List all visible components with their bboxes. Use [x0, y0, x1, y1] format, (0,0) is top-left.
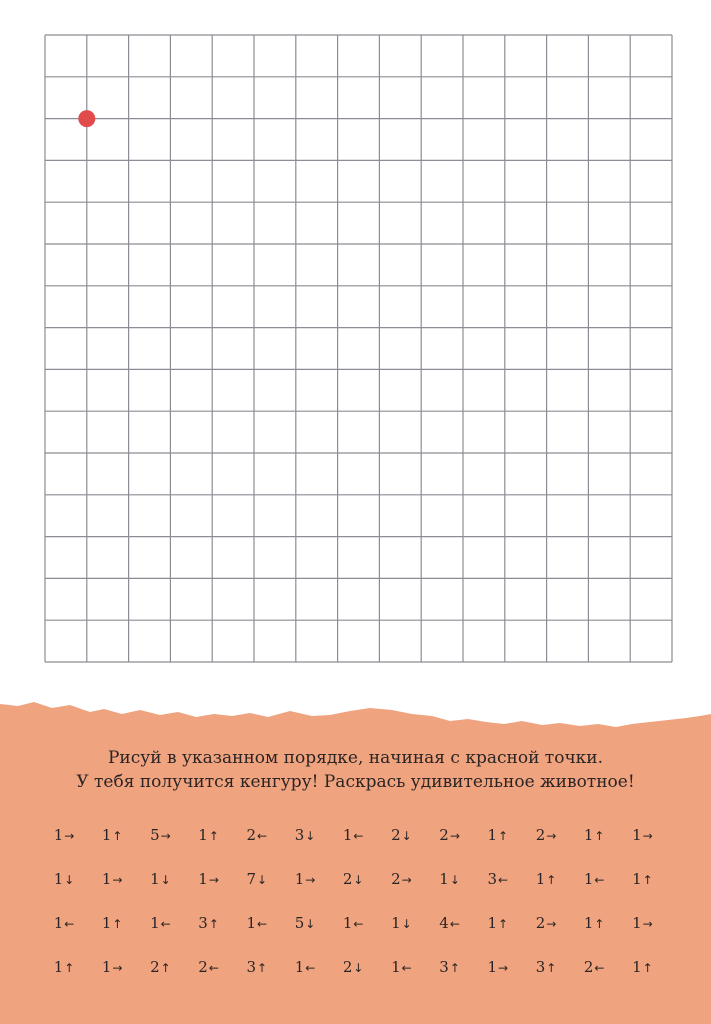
arrow-right-icon: →: [449, 829, 460, 843]
step-instruction: [189, 914, 229, 932]
step-count: 2: [535, 914, 546, 932]
arrow-right-icon: →: [642, 917, 653, 931]
step-instruction: [237, 826, 277, 844]
step-instruction: [381, 870, 421, 888]
arrow-up-icon: ↑: [449, 961, 460, 975]
step-count: 1: [101, 870, 112, 888]
step-instruction: [574, 914, 614, 932]
step-instruction: [189, 958, 229, 976]
step-count: 1: [342, 914, 353, 932]
step-count: 1: [53, 958, 64, 976]
step-count: 3: [246, 958, 257, 976]
arrow-down-icon: ↓: [353, 873, 364, 887]
arrow-left-icon: ←: [257, 829, 268, 843]
step-count: 1: [439, 870, 449, 888]
step-count: 1: [487, 826, 498, 844]
step-count: 5: [150, 826, 160, 844]
step-count: 1: [535, 870, 546, 888]
arrow-right-icon: →: [401, 873, 412, 887]
step-instruction: [140, 914, 180, 932]
arrow-up-icon: ↑: [546, 961, 557, 975]
step-count: 1: [632, 826, 642, 844]
step-instruction: [92, 958, 132, 976]
step-instruction: [285, 958, 325, 976]
step-count: 1: [294, 870, 305, 888]
step-instruction: [333, 914, 373, 932]
step-count: 1: [487, 958, 498, 976]
step-instruction: [333, 870, 373, 888]
step-row: [44, 914, 670, 958]
instructions: [0, 746, 711, 794]
step-instruction: [622, 870, 662, 888]
arrow-left-icon: ←: [208, 961, 219, 975]
step-count: 1: [487, 914, 498, 932]
step-count: 1: [53, 870, 64, 888]
step-instruction: [140, 826, 180, 844]
step-count: 1: [294, 958, 305, 976]
step-instruction: [92, 826, 132, 844]
step-instruction: [478, 914, 518, 932]
step-instruction: [526, 826, 566, 844]
arrow-right-icon: →: [64, 829, 75, 843]
step-count: 3: [294, 826, 305, 844]
step-count: 1: [583, 914, 594, 932]
step-count: 1: [583, 870, 594, 888]
step-count: 1: [53, 826, 64, 844]
step-instruction: [526, 870, 566, 888]
arrow-right-icon: →: [546, 829, 557, 843]
step-count: 3: [198, 914, 208, 932]
step-row: [44, 870, 670, 914]
step-count: 2: [439, 826, 449, 844]
arrow-left-icon: ←: [64, 917, 75, 931]
step-instruction: [526, 958, 566, 976]
step-instruction: [189, 870, 229, 888]
arrow-right-icon: →: [305, 873, 316, 887]
arrow-right-icon: →: [546, 917, 557, 931]
step-count: 1: [246, 914, 257, 932]
step-instruction: [381, 958, 421, 976]
arrow-up-icon: ↑: [498, 829, 509, 843]
step-count: 1: [391, 958, 401, 976]
step-instruction: [430, 958, 470, 976]
arrow-up-icon: ↑: [642, 873, 653, 887]
step-count: 7: [246, 870, 257, 888]
step-count: 1: [101, 826, 112, 844]
arrow-down-icon: ↓: [160, 873, 171, 887]
step-row: [44, 958, 670, 1002]
step-count: 1: [198, 870, 208, 888]
step-instruction: [140, 958, 180, 976]
step-instruction: [622, 958, 662, 976]
step-instruction: [44, 958, 84, 976]
step-instruction: [140, 870, 180, 888]
step-instruction: [526, 914, 566, 932]
step-count: 3: [487, 870, 498, 888]
step-instruction: [622, 914, 662, 932]
step-instruction: [285, 870, 325, 888]
arrow-down-icon: ↓: [401, 829, 412, 843]
step-instruction: [92, 914, 132, 932]
step-instruction: [333, 958, 373, 976]
step-instruction: [430, 914, 470, 932]
step-count: 1: [632, 870, 642, 888]
arrow-left-icon: ←: [353, 829, 364, 843]
arrow-up-icon: ↑: [257, 961, 268, 975]
step-count: 1: [150, 870, 160, 888]
arrow-right-icon: →: [112, 961, 123, 975]
step-instruction: [92, 870, 132, 888]
step-count: 1: [391, 914, 401, 932]
arrow-left-icon: ←: [257, 917, 268, 931]
arrow-left-icon: ←: [401, 961, 412, 975]
step-count: 2: [198, 958, 208, 976]
step-instruction: [478, 958, 518, 976]
step-instruction: [237, 870, 277, 888]
arrow-up-icon: ↑: [112, 829, 123, 843]
step-count: 2: [391, 870, 401, 888]
arrow-left-icon: ←: [449, 917, 460, 931]
step-count: 1: [632, 958, 642, 976]
arrow-left-icon: ←: [353, 917, 364, 931]
arrow-right-icon: →: [160, 829, 171, 843]
arrow-down-icon: ↓: [353, 961, 364, 975]
arrow-right-icon: →: [208, 873, 219, 887]
arrow-down-icon: ↓: [257, 873, 268, 887]
arrow-left-icon: ←: [305, 961, 316, 975]
step-count: 1: [53, 914, 64, 932]
step-count: 2: [342, 958, 353, 976]
arrow-down-icon: ↓: [64, 873, 75, 887]
arrow-up-icon: ↑: [112, 917, 123, 931]
step-instruction: [430, 826, 470, 844]
arrow-left-icon: ←: [594, 961, 605, 975]
arrow-up-icon: ↑: [642, 961, 653, 975]
step-count: 1: [632, 914, 642, 932]
step-count: 3: [535, 958, 546, 976]
arrow-right-icon: →: [112, 873, 123, 887]
step-count: 2: [391, 826, 401, 844]
instruction-line-1: Рисуй в указанном порядке, начиная с красной точки.: [107, 748, 604, 768]
step-instruction: [44, 914, 84, 932]
arrow-up-icon: ↑: [546, 873, 557, 887]
step-instruction: [237, 958, 277, 976]
step-row: [44, 826, 670, 870]
arrow-right-icon: →: [498, 961, 509, 975]
arrow-up-icon: ↑: [160, 961, 171, 975]
arrow-up-icon: ↑: [208, 917, 219, 931]
arrow-up-icon: ↑: [208, 829, 219, 843]
arrow-left-icon: ←: [498, 873, 509, 887]
arrow-down-icon: ↓: [305, 829, 316, 843]
arrow-up-icon: ↑: [594, 917, 605, 931]
step-instruction: [381, 826, 421, 844]
step-count: 1: [101, 914, 112, 932]
step-instruction: [381, 914, 421, 932]
step-count: 1: [198, 826, 208, 844]
step-count: 1: [342, 826, 353, 844]
step-instruction: [622, 826, 662, 844]
arrow-up-icon: ↑: [594, 829, 605, 843]
arrow-left-icon: ←: [160, 917, 171, 931]
arrow-down-icon: ↓: [449, 873, 460, 887]
step-count: 5: [294, 914, 305, 932]
step-instruction: [189, 826, 229, 844]
step-sequence: [44, 826, 670, 1002]
arrow-down-icon: ↓: [401, 917, 412, 931]
step-count: 4: [439, 914, 449, 932]
step-instruction: [574, 826, 614, 844]
step-instruction: [285, 826, 325, 844]
step-count: 2: [583, 958, 594, 976]
step-instruction: [478, 826, 518, 844]
arrow-left-icon: ←: [594, 873, 605, 887]
arrow-down-icon: ↓: [305, 917, 316, 931]
step-instruction: [478, 870, 518, 888]
step-count: 2: [246, 826, 257, 844]
step-instruction: [237, 914, 277, 932]
step-count: 1: [150, 914, 160, 932]
step-instruction: [574, 870, 614, 888]
step-instruction: [44, 870, 84, 888]
instruction-panel: [0, 690, 711, 1024]
step-instruction: [430, 870, 470, 888]
red-start-dot: [78, 110, 95, 127]
arrow-up-icon: ↑: [498, 917, 509, 931]
step-instruction: [333, 826, 373, 844]
instruction-line-2: У тебя получится кенгуру! Раскрась удивительное животное!: [76, 772, 635, 792]
step-count: 1: [583, 826, 594, 844]
step-count: 2: [150, 958, 160, 976]
step-count: 3: [439, 958, 449, 976]
arrow-up-icon: ↑: [64, 961, 75, 975]
step-count: 2: [342, 870, 353, 888]
step-instruction: [44, 826, 84, 844]
step-instruction: [574, 958, 614, 976]
step-count: 2: [535, 826, 546, 844]
grid-background: [45, 35, 672, 662]
step-count: 1: [101, 958, 112, 976]
step-instruction: [285, 914, 325, 932]
arrow-right-icon: →: [642, 829, 653, 843]
